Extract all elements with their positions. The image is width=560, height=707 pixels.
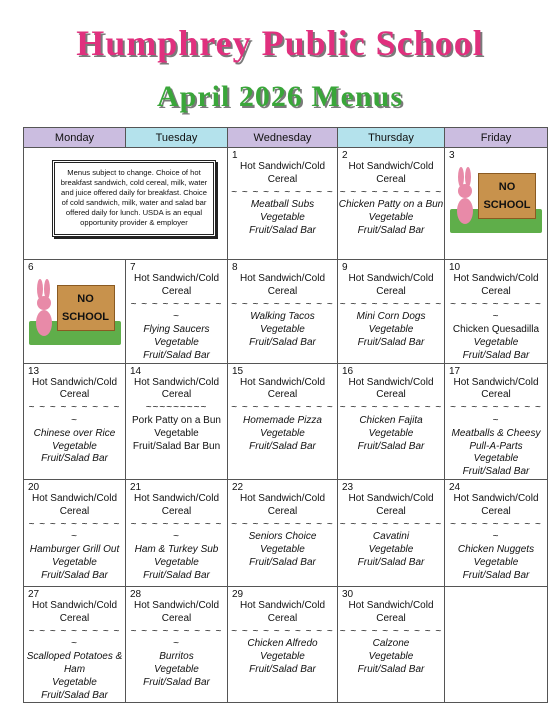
divider: ~ ~ ~ ~ ~ ~ ~ ~ ~ ~ <box>231 298 334 310</box>
salad-bar: Fruit/Salad Bar <box>249 663 316 675</box>
breakfast-choice: Hot Sandwich/Cold Cereal <box>453 376 539 401</box>
day-cell-15 <box>228 363 338 479</box>
vegetable: Vegetable <box>473 336 519 348</box>
day-number: 30 <box>342 588 354 600</box>
main-dish: Chicken Quesadilla <box>452 324 540 336</box>
salad-bar: Fruit/Salad Bar <box>41 689 108 701</box>
breakfast-choice: Hot Sandwich/Cold Cereal <box>133 599 220 624</box>
header-tuesday: Tuesday <box>126 128 228 148</box>
no-school-sign: NO SCHOOL <box>478 173 536 219</box>
main-dish: Homemade Pizza <box>243 414 322 426</box>
day-cell-8 <box>228 260 338 364</box>
main-dish: Meatball Subs <box>250 199 315 211</box>
day-number: 8 <box>232 262 238 273</box>
breakfast-choice: Hot Sandwich/Cold Cereal <box>453 492 539 517</box>
salad-bar: Fruit/Salad Bar <box>41 453 108 465</box>
divider: ~ ~ ~ ~ ~ ~ ~ ~ ~ ~ <box>231 625 334 637</box>
salad-bar: Fruit/Salad Bar <box>143 676 210 688</box>
salad-bar: Fruit/Salad Bar <box>249 440 316 452</box>
breakfast-choice: Hot Sandwich/Cold Cereal <box>239 492 326 517</box>
day-cell-2 <box>338 148 445 260</box>
no-school-image <box>29 275 121 345</box>
salad-bar: Fruit/Salad Bar <box>357 663 425 675</box>
salad-bar: Fruit/Salad Bar <box>249 224 316 236</box>
day-number: 10 <box>449 262 461 273</box>
day-cell-14 <box>126 363 228 479</box>
divider: ~~~~~~~~~ <box>145 402 208 414</box>
breakfast-choice: Hot Sandwich/Cold Cereal <box>133 376 220 401</box>
main-dish: Cavatini <box>372 531 410 543</box>
day-number: 7 <box>130 262 136 273</box>
day-cell-28 <box>126 586 228 702</box>
divider: ~ ~ ~ ~ ~ ~ ~ ~ ~ ~ <box>339 518 443 530</box>
day-cell-21 <box>126 479 228 586</box>
vegetable: Vegetable <box>260 544 305 556</box>
header-friday: Friday <box>445 128 548 148</box>
main-dish: Mini Corn Dogs <box>356 311 426 323</box>
breakfast-choice: Hot Sandwich/Cold Cereal <box>348 376 434 401</box>
vegetable: Vegetable <box>368 544 414 556</box>
main-dish: Chicken Patty on a Bun <box>338 199 444 211</box>
main-dish: Flying Saucers <box>143 324 210 336</box>
main-dish: Seniors Choice <box>248 531 317 543</box>
day-cell-24 <box>445 479 548 586</box>
vegetable: Vegetable <box>154 336 199 348</box>
main-dish: Burritos <box>159 651 194 663</box>
vegetable: Vegetable <box>154 427 199 439</box>
notice-cell <box>24 148 228 260</box>
day-number: 13 <box>28 365 40 377</box>
salad-bar: Fruit/Salad Bar <box>462 466 530 478</box>
menu-calendar <box>23 127 548 703</box>
day-number: 21 <box>130 481 142 493</box>
salad-bar: Fruit/Salad Bar <box>357 556 425 568</box>
breakfast-choice: Hot Sandwich/Cold Cereal <box>348 273 434 297</box>
vegetable: Vegetable <box>368 324 414 336</box>
breakfast-choice: Hot Sandwich/Cold Cereal <box>31 492 118 517</box>
vegetable: Vegetable <box>368 212 414 224</box>
day-number: 1 <box>232 150 238 161</box>
day-cell-10 <box>445 260 548 364</box>
day-cell-6 <box>24 260 126 364</box>
breakfast-choice: Hot Sandwich/Cold Cereal <box>133 273 220 297</box>
vegetable: Vegetable <box>260 651 305 663</box>
day-cell-22 <box>228 479 338 586</box>
header-thursday: Thursday <box>338 128 445 148</box>
divider: ~ ~ ~ ~ ~ ~ ~ ~ ~ ~ <box>130 518 223 543</box>
divider: ~ ~ ~ ~ ~ ~ ~ ~ ~ ~ <box>339 298 443 310</box>
breakfast-choice: Hot Sandwich/Cold Cereal <box>348 599 434 624</box>
vegetable: Vegetable <box>260 324 305 336</box>
main-dish: Scalloped Potatoes & Ham <box>26 651 123 675</box>
day-number: 14 <box>130 365 142 377</box>
main-dish: Chicken Alfredo <box>247 638 318 650</box>
breakfast-choice: Hot Sandwich/Cold Cereal <box>348 161 434 185</box>
vegetable: Vegetable <box>154 663 199 675</box>
vegetable: Vegetable <box>52 676 97 688</box>
salad-bar: Fruit/Salad Bar <box>462 349 530 361</box>
day-number: 2 <box>342 150 348 161</box>
vegetable: Vegetable <box>154 556 199 568</box>
divider: ~ ~ ~ ~ ~ ~ ~ ~ ~ ~ <box>450 298 542 323</box>
salad-bar: Fruit/Salad Bar <box>143 349 210 361</box>
day-cell-27 <box>24 586 126 702</box>
day-number: 20 <box>28 481 40 493</box>
school-title: Humphrey Public School <box>76 23 484 63</box>
divider: ~ ~ ~ ~ ~ ~ ~ ~ ~ ~ <box>28 518 121 543</box>
vegetable: Vegetable <box>368 427 414 439</box>
day-cell-23 <box>338 479 445 586</box>
vegetable: Vegetable <box>473 556 519 568</box>
breakfast-choice: Hot Sandwich/Cold Cereal <box>133 492 220 517</box>
salad-bar: Fruit/Salad Bar <box>462 569 530 581</box>
day-cell-29 <box>228 586 338 702</box>
no-school-sign: NO SCHOOL <box>57 285 115 331</box>
main-dish: Pork Patty on a Bun <box>132 414 221 426</box>
day-cell-9 <box>338 260 445 364</box>
breakfast-choice: Hot Sandwich/Cold Cereal <box>31 376 118 401</box>
day-cell-1 <box>228 148 338 260</box>
main-dish: Chicken Fajita <box>359 414 423 426</box>
header-monday: Monday <box>24 128 126 148</box>
salad-bar: Fruit/Salad Bar <box>249 556 316 568</box>
day-cell-7 <box>126 260 228 364</box>
day-number: 29 <box>232 588 244 600</box>
main-dish: Chinese over Rice <box>33 427 116 439</box>
main-dish: Hamburger Grill Out <box>29 544 120 556</box>
vegetable: Vegetable <box>368 651 414 663</box>
breakfast-choice: Hot Sandwich/Cold Cereal <box>239 161 326 185</box>
bunny-icon <box>31 279 57 339</box>
breakfast-choice: Hot Sandwich/Cold Cereal <box>31 599 118 624</box>
day-cell-20 <box>24 479 126 586</box>
empty-cell <box>445 586 548 702</box>
salad-bar: Fruit/Salad Bar <box>357 336 425 348</box>
main-dish: Chicken Nuggets <box>457 544 535 556</box>
header-wednesday: Wednesday <box>228 128 338 148</box>
divider: ~ ~ ~ ~ ~ ~ ~ ~ ~ ~ <box>450 402 542 426</box>
day-cell-30 <box>338 586 445 702</box>
divider: ~ ~ ~ ~ ~ ~ ~ ~ ~ ~ <box>339 402 443 414</box>
divider: ~ ~ ~ ~ ~ ~ ~ ~ ~ ~ <box>130 298 223 323</box>
breakfast-choice: Hot Sandwich/Cold Cereal <box>453 273 539 297</box>
salad-bar: Fruit/Salad Bar Bun <box>132 440 221 452</box>
day-number: 23 <box>342 481 354 493</box>
menu-month-title: April 2026 Menus <box>156 80 403 113</box>
breakfast-choice: Hot Sandwich/Cold Cereal <box>239 599 326 624</box>
day-number: 28 <box>130 588 142 600</box>
divider: ~ ~ ~ ~ ~ ~ ~ ~ ~ ~ <box>339 186 443 198</box>
day-number: 3 <box>449 150 455 161</box>
divider: ~ ~ ~ ~ ~ ~ ~ ~ ~ ~ <box>231 186 334 198</box>
main-dish: Meatballs & Cheesy Pull-A-Parts <box>451 427 541 452</box>
salad-bar: Fruit/Salad Bar <box>249 336 316 348</box>
divider: ~ ~ ~ ~ ~ ~ ~ ~ ~ ~ <box>130 625 223 650</box>
divider: ~ ~ ~ ~ ~ ~ ~ ~ ~ ~ <box>231 518 334 530</box>
vegetable: Vegetable <box>260 212 305 224</box>
main-dish: Walking Tacos <box>250 311 315 323</box>
divider: ~ ~ ~ ~ ~ ~ ~ ~ ~ ~ <box>28 625 121 650</box>
divider: ~ ~ ~ ~ ~ ~ ~ ~ ~ ~ <box>339 625 443 637</box>
bunny-icon <box>452 167 478 227</box>
vegetable: Vegetable <box>52 440 97 452</box>
main-dish: Calzone <box>372 638 410 650</box>
day-number: 24 <box>449 481 461 493</box>
main-dish: Ham & Turkey Sub <box>134 544 219 556</box>
day-number: 22 <box>232 481 244 493</box>
day-number: 17 <box>449 365 461 377</box>
day-number: 9 <box>342 262 348 273</box>
salad-bar: Fruit/Salad Bar <box>357 224 425 236</box>
salad-bar: Fruit/Salad Bar <box>143 569 210 581</box>
salad-bar: Fruit/Salad Bar <box>357 440 425 452</box>
day-cell-3 <box>445 148 548 260</box>
breakfast-choice: Hot Sandwich/Cold Cereal <box>239 273 326 297</box>
day-number: 27 <box>28 588 40 600</box>
divider: ~ ~ ~ ~ ~ ~ ~ ~ ~ ~ <box>28 402 121 426</box>
vegetable: Vegetable <box>260 427 305 439</box>
day-number: 6 <box>28 262 34 273</box>
divider: ~ ~ ~ ~ ~ ~ ~ ~ ~ ~ <box>450 518 542 543</box>
day-cell-16 <box>338 363 445 479</box>
day-number: 16 <box>342 365 354 377</box>
breakfast-choice: Hot Sandwich/Cold Cereal <box>239 376 326 401</box>
day-cell-13 <box>24 363 126 479</box>
menu-notice: Menus subject to change. Choice of hot breakfast sandwich, cold cereal, milk, water and juice offered daily for breakfast. Choice of cold sandwich, milk, water and salad bar offered daily for lunch. USDA is an equal opportunity provider & employer <box>52 160 216 237</box>
no-school-image <box>450 163 542 233</box>
day-cell-17 <box>445 363 548 479</box>
vegetable: Vegetable <box>52 556 97 568</box>
divider: ~ ~ ~ ~ ~ ~ ~ ~ ~ ~ <box>231 402 334 414</box>
breakfast-choice: Hot Sandwich/Cold Cereal <box>348 492 434 517</box>
vegetable: Vegetable <box>473 453 519 465</box>
salad-bar: Fruit/Salad Bar <box>41 569 108 581</box>
day-number: 15 <box>232 365 244 377</box>
